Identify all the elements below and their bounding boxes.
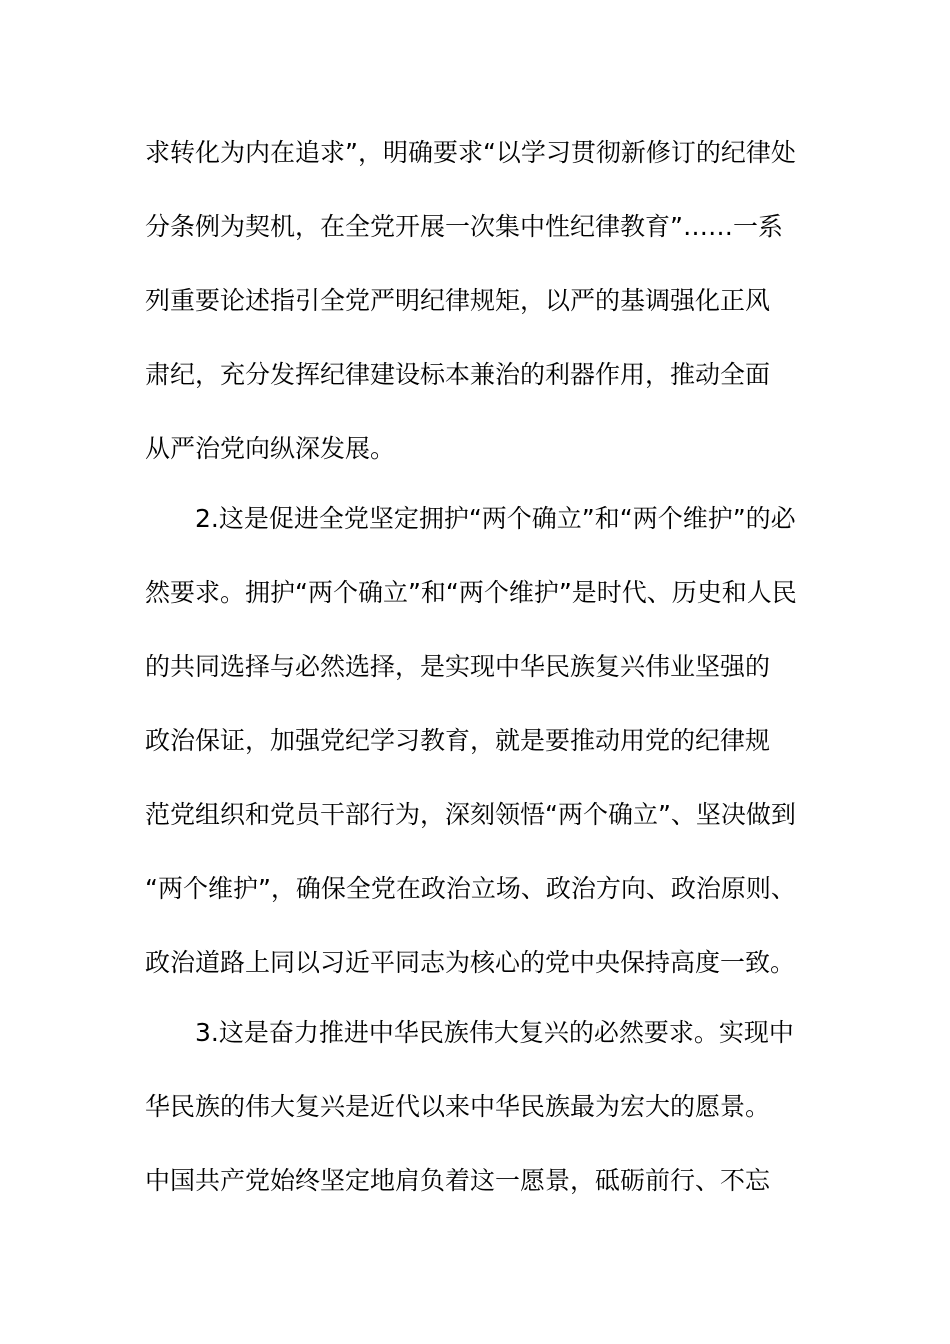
text-line-7: 然要求。拥护“两个确立”和“两个维护”是时代、历史和人民	[145, 578, 797, 607]
text-line-11: “两个维护”，确保全党在政治立场、政治方向、政治原则、	[145, 874, 796, 903]
text-line-4: 肃纪，充分发挥纪律建设标本兼治的利器作用，推动全面	[145, 360, 771, 389]
paragraph-3-first-line: 3.这是奋力推进中华民族伟大复兴的必然要求。实现中	[195, 1018, 794, 1047]
text-line-1: 求转化为内在追求”，明确要求“以学习贯彻新修订的纪律处	[145, 138, 796, 167]
text-line-2: 分条例为契机，在全党开展一次集中性纪律教育”……一系	[145, 212, 783, 241]
text-line-14: 华民族的伟大复兴是近代以来中华民族最为宏大的愿景。	[145, 1092, 771, 1121]
text-line-12: 政治道路上同以习近平同志为核心的党中央保持高度一致。	[145, 948, 796, 977]
text-line-10: 范党组织和党员干部行为，深刻领悟“两个确立”、坚决做到	[145, 800, 796, 829]
paragraph-2-first-line: 2.这是促进全党坚定拥护“两个确立”和“两个维护”的必	[195, 504, 796, 533]
text-line-3: 列重要论述指引全党严明纪律规矩，以严的基调强化正风	[145, 286, 771, 315]
text-line-15: 中国共产党始终坚定地肩负着这一愿景，砥砺前行、不忘	[145, 1166, 771, 1195]
text-line-8: 的共同选择与必然选择，是实现中华民族复兴伟业坚强的	[145, 652, 771, 681]
text-line-5: 从严治党向纵深发展。	[145, 434, 396, 463]
text-line-9: 政治保证，加强党纪学习教育，就是要推动用党的纪律规	[145, 726, 771, 755]
